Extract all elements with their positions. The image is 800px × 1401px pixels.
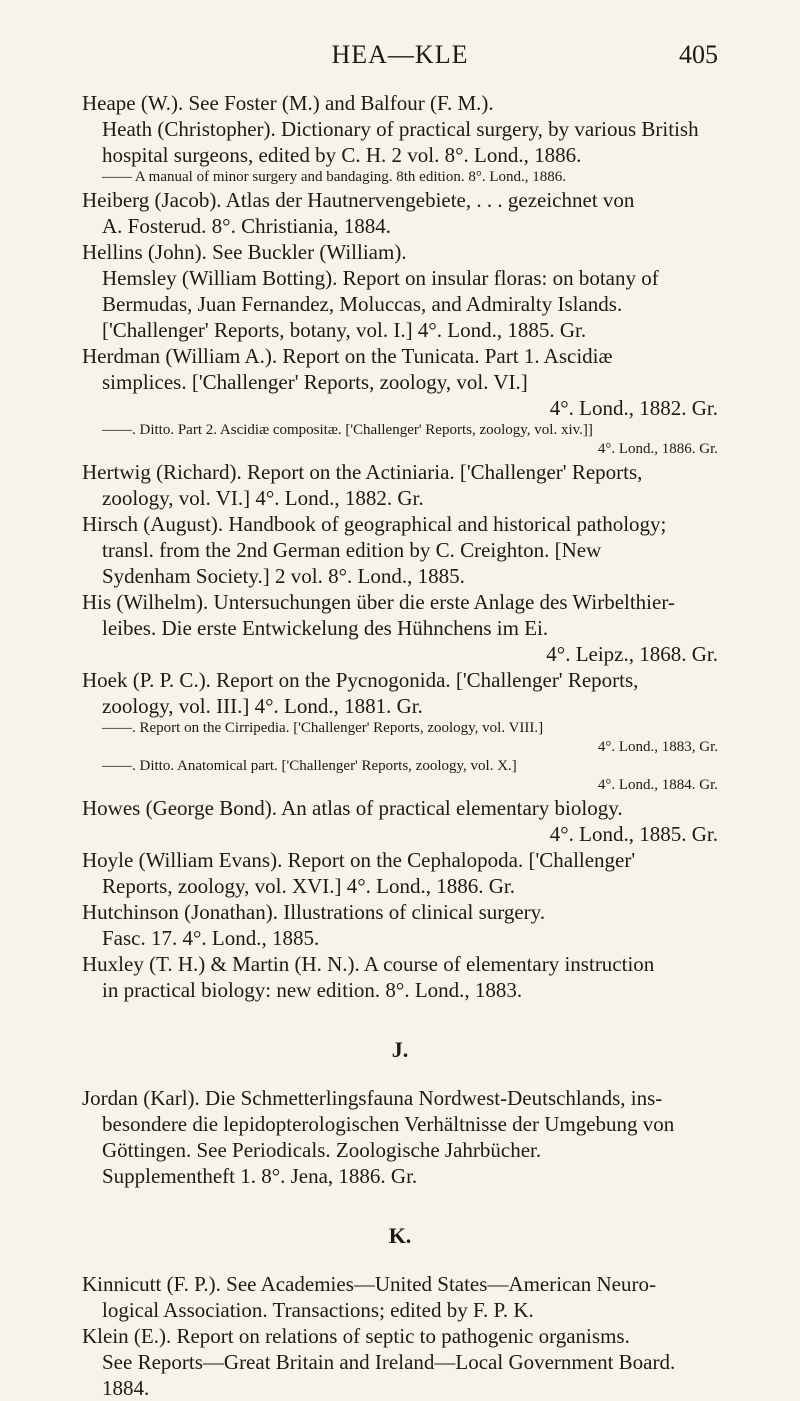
entry-line: ——. Ditto. Anatomical part. ['Challenger' Reports, zoology, vol. X.] — [102, 758, 517, 774]
catalogue-entry — [82, 239, 718, 343]
catalogue-entry — [82, 1323, 718, 1401]
entry-line: transl. from the 2nd German edition by C. Creighton. [New — [102, 538, 602, 562]
catalogue-entry — [82, 1085, 718, 1189]
entry-line: besondere die lepidopterologischen Verhältnisse der Umgebung von — [102, 1112, 675, 1136]
entry-line: Hellins (John). See Buckler (William). — [82, 240, 407, 264]
entry-line: Kinnicutt (F. P.). See Academies—United States—American Neuro- — [82, 1272, 656, 1296]
entry-line: —— A manual of minor surgery and bandaging. 8th edition. 8°. Lond., 1886. — [102, 169, 566, 185]
catalogue-entry — [82, 459, 718, 511]
entry-line: 1884. — [102, 1376, 150, 1400]
entry-line: Sydenham Society.] 2 vol. 8°. Lond., 1885. — [102, 564, 465, 588]
entry-line: A. Fosterud. 8°. Christiania, 1884. — [102, 214, 391, 238]
section-heading-k: K. — [388, 1223, 412, 1248]
entry-line: Jordan (Karl). Die Schmetterlingsfauna Nordwest-Deutschlands, ins- — [82, 1086, 663, 1110]
catalogue-entry — [82, 757, 718, 795]
entry-line: zoology, vol. VI.] 4°. Lond., 1882. Gr. — [102, 486, 424, 510]
catalogue-entry — [82, 343, 718, 421]
entry-line: Hutchinson (Jonathan). Illustrations of clinical surgery. — [82, 900, 546, 924]
entry-line: Göttingen. See Periodicals. Zoologische Jahrbücher. — [102, 1138, 542, 1162]
catalogue-entry — [82, 667, 718, 719]
entry-line: 4°. Lond., 1886. Gr. — [597, 441, 718, 457]
catalogue-entry — [82, 589, 718, 667]
catalogue-entry — [82, 511, 718, 589]
entry-line: Heape (W.). See Foster (M.) and Balfour (F. M.). — [82, 91, 494, 115]
catalogue-entry — [82, 899, 718, 951]
catalogue-entry — [82, 421, 718, 459]
entry-line: Huxley (T. H.) & Martin (H. N.). A course of elementary instruction — [82, 952, 655, 976]
entry-line: leibes. Die erste Entwickelung des Hühnchens im Ei. — [102, 616, 549, 640]
entry-line: 4°. Lond., 1885. Gr. — [549, 822, 718, 846]
page-number: 405 — [679, 40, 718, 69]
entry-line: logical Association. Transactions; edited by F. P. K. — [102, 1298, 534, 1322]
catalogue-entry — [82, 795, 718, 847]
entry-line: Reports, zoology, vol. XVI.] 4°. Lond., 1886. Gr. — [102, 874, 515, 898]
entries-j — [82, 1085, 718, 1189]
entry-line: 4°. Lond., 1882. Gr. — [549, 396, 718, 420]
entry-line: Klein (E.). Report on relations of septic to pathogenic organisms. — [82, 1324, 630, 1348]
entry-line: Supplementheft 1. 8°. Jena, 1886. Gr. — [102, 1164, 418, 1188]
entry-line: ——. Ditto. Part 2. Ascidiæ compositæ. ['Challenger' Reports, zoology, vol. xiv.]] — [102, 422, 593, 438]
entry-line: hospital surgeons, edited by C. H. 2 vol. 8°. Lond., 1886. — [102, 143, 582, 167]
entries-h — [82, 90, 718, 1003]
entry-line: 4°. Lond., 1884. Gr. — [597, 777, 718, 793]
catalogue-body — [82, 90, 718, 1401]
catalogue-entry — [82, 187, 718, 239]
entry-line: Howes (George Bond). An atlas of practical elementary biology. — [82, 796, 623, 820]
entry-line: See Reports—Great Britain and Ireland—Local Government Board. — [102, 1350, 676, 1374]
catalogue-entry — [82, 168, 718, 187]
entry-line: zoology, vol. III.] 4°. Lond., 1881. Gr. — [102, 694, 423, 718]
running-head: HEA—KLE — [331, 40, 469, 69]
entry-line: ['Challenger' Reports, botany, vol. I.] 4°. Lond., 1885. Gr. — [102, 318, 587, 342]
entry-line: Fasc. 17. 4°. Lond., 1885. — [102, 926, 320, 950]
entry-line: 4°. Leipz., 1868. Gr. — [546, 642, 718, 666]
entry-line: in practical biology: new edition. 8°. Lond., 1883. — [102, 978, 523, 1002]
catalogue-entry — [82, 1271, 718, 1323]
catalogue-entry — [82, 90, 718, 168]
catalogue-entry — [82, 951, 718, 1003]
catalogue-entry — [82, 719, 718, 757]
entry-line: Hirsch (August). Handbook of geographical and historical pathology; — [82, 512, 667, 536]
entry-line: Heath (Christopher). Dictionary of practical surgery, by various British — [102, 117, 699, 141]
entry-line: Heiberg (Jacob). Atlas der Hautnervengebiete, . . . gezeichnet von — [82, 188, 635, 212]
entry-line: Hoek (P. P. C.). Report on the Pycnogonida. ['Challenger' Reports, — [82, 668, 639, 692]
entry-line: Hertwig (Richard). Report on the Actiniaria. ['Challenger' Reports, — [82, 460, 643, 484]
entry-line: Herdman (William A.). Report on the Tunicata. Part 1. Ascidiæ — [82, 344, 613, 368]
entries-k — [82, 1271, 718, 1401]
entry-line: simplices. ['Challenger' Reports, zoology, vol. VI.] — [102, 370, 528, 394]
entry-line: Hemsley (William Botting). Report on insular floras: on botany of — [102, 266, 659, 290]
entry-line: Bermudas, Juan Fernandez, Moluccas, and Admiralty Islands. — [102, 292, 623, 316]
catalogue-entry — [82, 847, 718, 899]
entry-line: Hoyle (William Evans). Report on the Cephalopoda. ['Challenger' — [82, 848, 636, 872]
entry-line: His (Wilhelm). Untersuchungen über die erste Anlage des Wirbelthier- — [82, 590, 675, 614]
entry-line: 4°. Lond., 1883, Gr. — [597, 739, 718, 755]
section-heading-j: J. — [391, 1037, 409, 1062]
entry-line: ——. Report on the Cirripedia. ['Challenger' Reports, zoology, vol. VIII.] — [102, 720, 544, 736]
